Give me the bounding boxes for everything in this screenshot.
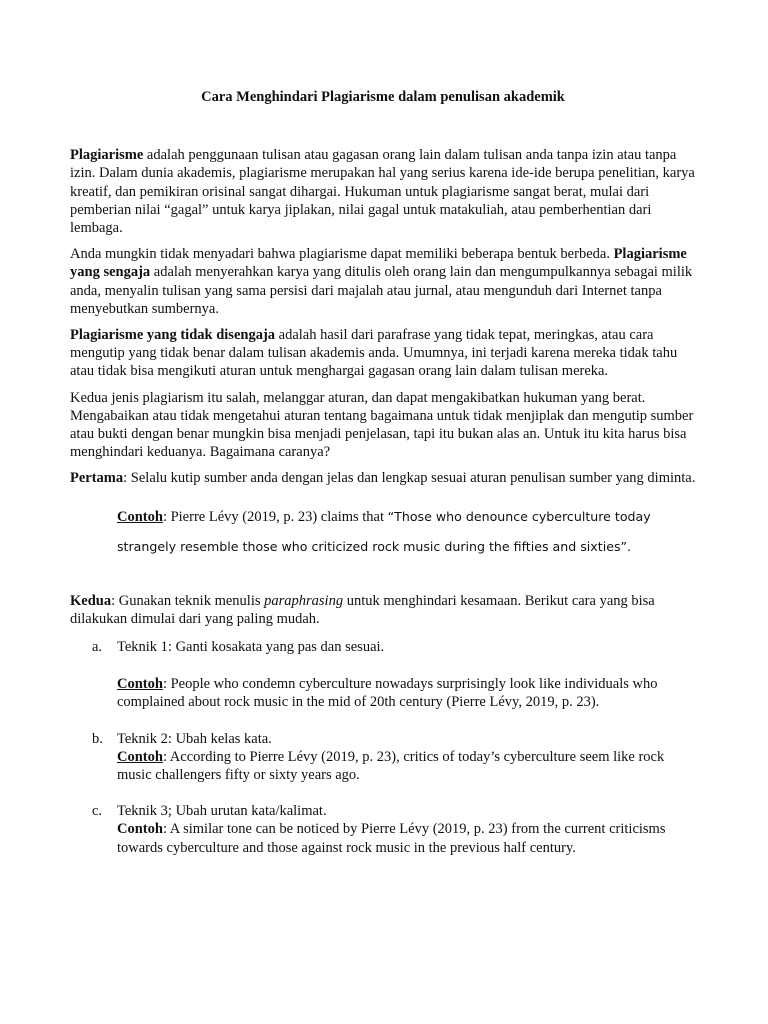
technique-title: Teknik 3; Ubah urutan kata/kalimat. xyxy=(117,803,327,820)
quote-example xyxy=(117,502,696,562)
example-quote-text: “Those who denounce cyberculture today strangely resemble those who criticized rock music during the fifties and sixties”. xyxy=(117,508,651,554)
list-item xyxy=(70,730,696,785)
term-paraphrasing: paraphrasing xyxy=(264,592,344,609)
technique-example xyxy=(117,675,696,711)
paragraph-text: adalah menyerahkan karya yang ditulis oleh orang lain dan mengumpulkannya sebagai milik anda, menyalin tulisan yang sama persisi dari majalah atau jurnal, atau mengunduh dari Internet tanpa menyebutkan sumbernya. xyxy=(70,264,693,317)
technique-list xyxy=(70,638,696,857)
paragraph-unintentional-plagiarism xyxy=(70,326,696,381)
list-item xyxy=(70,638,696,712)
example-text: : A similar tone can be noticed by Pierre Lévy (2019, p. 23) from the current criticisms towards cyberculture and those against rock music in the previous half century. xyxy=(117,821,666,856)
paragraph-text: : Gunakan teknik menulis xyxy=(111,592,265,609)
term-pertama: Pertama xyxy=(70,470,124,487)
term-intentional: Plagiarisme yang sengaja xyxy=(70,246,687,281)
example-lead: : Pierre Lévy (2019, p. 23) claims that xyxy=(162,508,388,525)
technique-title: Teknik 1: Ganti kosakata yang pas dan sesuai. xyxy=(117,639,385,656)
term-unintentional: Plagiarisme yang tidak disengaja xyxy=(70,327,276,344)
paragraph-plagiarisme-definition xyxy=(70,146,696,237)
example-label: Contoh xyxy=(117,676,163,693)
list-marker: c. xyxy=(92,803,103,820)
list-marker: a. xyxy=(92,639,103,656)
list-marker: b. xyxy=(92,730,103,747)
paragraph-intro: Anda mungkin tidak menyadari bahwa plagiarisme dapat memiliki beberapa bentuk berbeda. xyxy=(70,246,614,263)
technique-example xyxy=(117,748,696,784)
example-label: Contoh xyxy=(117,508,163,525)
example-text: : According to Pierre Lévy (2019, p. 23), critics of today’s cyberculture seem like rock music challengers fifty or sixty years ago. xyxy=(117,748,665,784)
paragraph-consequences: Kedua jenis plagiarism itu salah, melanggar aturan, dan dapat mengakibatkan hukuman yang berat. Mengabaikan atau tidak mengetahui aturan tentang bagaimana untuk tidak menjiplak dan mengutip sumber atau bukti dengan benar mungkin bisa menjadi penjelasan, tapi itu bukan alas an. Untuk itu kita harus bisa menghindari keduanya. Bagaimana caranya? xyxy=(70,389,694,461)
list-item xyxy=(70,802,696,857)
example-label: Contoh xyxy=(117,748,163,765)
paragraph-text: adalah hasil dari parafrase yang tidak tepat, meringkas, atau cara mengutip yang tidak benar dalam tulisan akademis anda. Umumnya, ini terjadi karena mereka tidak tahu atau tidak bisa mengikuti aturan untuk menghargai gagasan orang lain dalam tulisan mereka. xyxy=(70,327,678,380)
term-kedua: Kedua xyxy=(70,592,112,609)
paragraph-intentional-plagiarism xyxy=(70,245,696,318)
document-title: Cara Menghindari Plagiarisme dalam penulisan akademik xyxy=(201,89,565,105)
paragraph-kedua xyxy=(70,592,696,628)
paragraph-pertama xyxy=(70,469,696,487)
paragraph-text: untuk menghindari kesamaan. Berikut cara yang bisa dilakukan dimulai dari yang paling mudah. xyxy=(70,592,655,627)
term-plagiarisme: Plagiarisme xyxy=(70,147,144,164)
technique-title: Teknik 2: Ubah kelas kata. xyxy=(117,730,272,747)
example-label: Contoh xyxy=(117,821,163,838)
technique-example xyxy=(117,820,696,856)
example-text: : People who condemn cyberculture nowadays surprisingly look like individuals who complained about rock music in the mid of 20th century (Pierre Lévy, 2019, p. 23). xyxy=(117,676,658,711)
paragraph-text: : Selalu kutip sumber anda dengan jelas dan lengkap sesuai aturan penulisan sumber yang diminta. xyxy=(123,470,696,487)
paragraph-text: adalah penggunaan tulisan atau gagasan orang lain dalam tulisan anda tanpa izin atau tanpa izin. Dalam dunia akademis, plagiarisme merupakan hal yang serius karena ide-ide berupa penelitian, karya kreatif, dan pemikiran orisinal sangat dihargai. Hukuman untuk plagiarisme sangat berat, mulai dari pemberian nilai “gagal” untuk karya jiplakan, nilai gagal untuk matakuliah, atau pemberhentian dari lembaga. xyxy=(70,147,695,237)
